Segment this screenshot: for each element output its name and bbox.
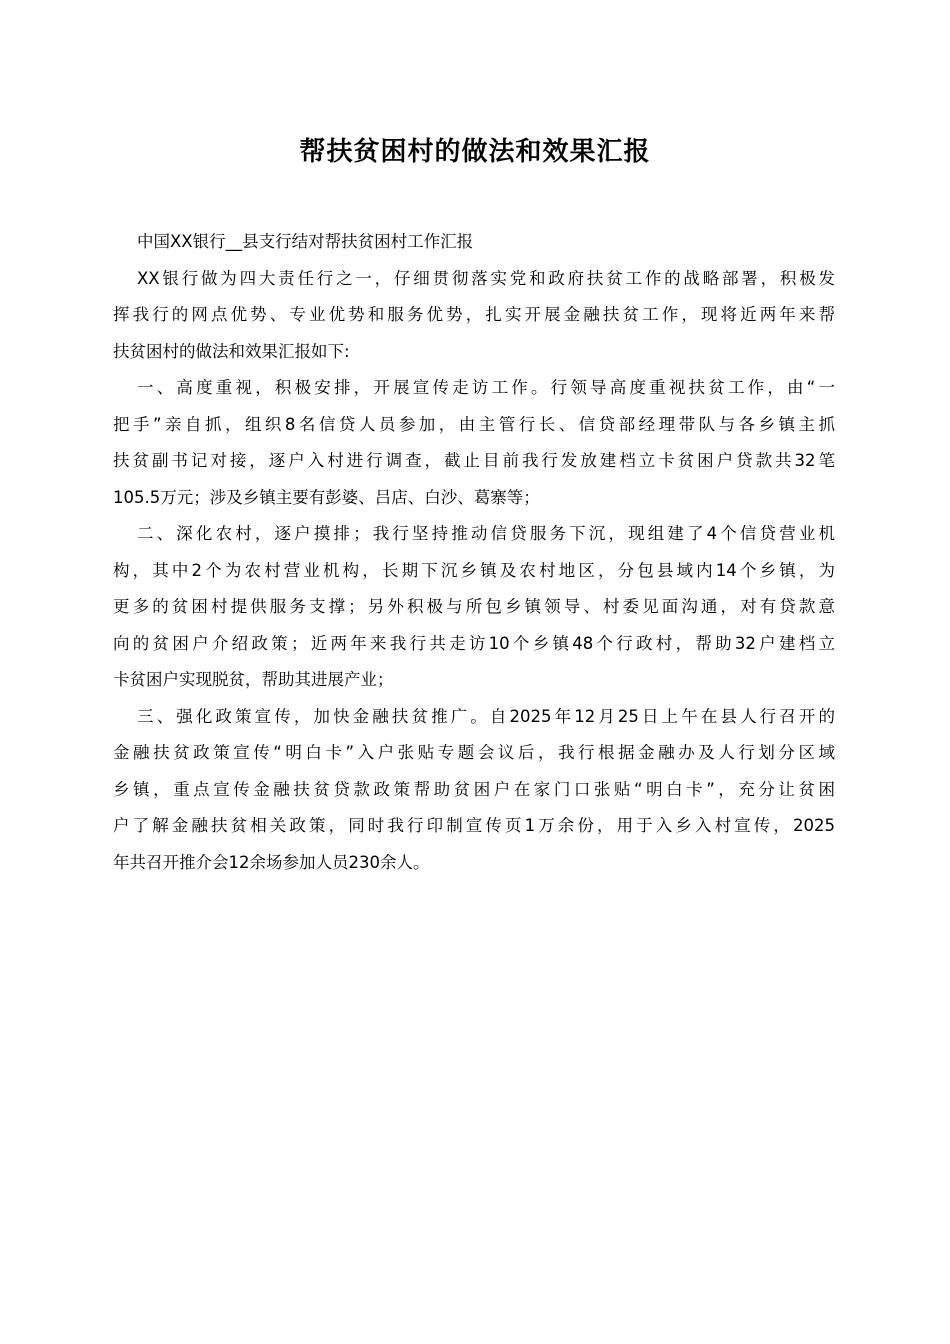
document-title: 帮扶贫困村的做法和效果汇报 [299, 137, 651, 167]
paragraph-line: 挥我行的网点优势、专业优势和服务优势，扎实开展金融扶贫工作，现将近两年来帮 [113, 305, 835, 324]
paragraph-line: 金融扶贫政策宣传“明白卡”入户张贴专题会议后，我行根据金融办及人行划分区域 [113, 743, 835, 762]
paragraph-section-1 [113, 370, 835, 516]
paragraph-line: 二、深化农村，逐户摸排；我行坚持推动信贷服务下沉，现组建了4个信贷营业机 [137, 524, 835, 543]
document-body [113, 224, 835, 881]
paragraph-line: 户了解金融扶贫相关政策，同时我行印制宣传页1万余份，用于入乡入村宣传，2025 [113, 816, 835, 835]
paragraph-line: XX银行做为四大责任行之一，仔细贯彻落实党和政府扶贫工作的战略部署，积极发 [137, 268, 835, 288]
paragraph-line: 向的贫困户介绍政策；近两年来我行共走访10个乡镇48个行政村，帮助32户建档立 [113, 633, 835, 653]
paragraph-line: 把手”亲自抓，组织8名信贷人员参加，由主管行长、信贷部经理带队与各乡镇主抓 [113, 414, 835, 434]
document-subtitle: 中国XX银行__县支行结对帮扶贫困村工作汇报 [137, 232, 474, 251]
paragraph-line: 乡镇，重点宣传金融扶贫贷款政策帮助贫困户在家门口张贴“明白卡”，充分让贫困 [113, 779, 835, 799]
paragraph-line: 卡贫困户实现脱贫，帮助其进展产业； [113, 670, 394, 689]
paragraph-line: 年共召开推介会12余场参加人员230余人。 [113, 852, 430, 872]
paragraph-section-2 [113, 516, 835, 699]
paragraph-line: 一、高度重视，积极安排，开展宣传走访工作。行领导高度重视扶贫工作，由“一 [137, 378, 835, 397]
paragraph-line: 更多的贫困村提供服务支撑；另外积极与所包乡镇领导、村委见面沟通，对有贷款意 [113, 597, 835, 616]
paragraph-line: 扶贫困村的做法和效果汇报如下: [113, 341, 350, 361]
paragraph-line: 三、强化政策宣传，加快金融扶贫推广。自2025年12月25日上午在县人行召开的 [137, 706, 835, 726]
paragraph-section-3 [113, 699, 835, 882]
paragraph-intro [113, 261, 835, 371]
paragraph-line: 扶贫副书记对接，逐户入村进行调查，截止目前我行发放建档立卡贫困户贷款共32笔 [113, 451, 835, 470]
paragraph-line: 构，其中2个为农村营业机构，长期下沉乡镇及农村地区，分包县域内14个乡镇，为 [113, 560, 835, 580]
paragraph-line: 105.5万元；涉及乡镇主要有彭婆、吕店、白沙、葛寨等； [113, 487, 540, 507]
